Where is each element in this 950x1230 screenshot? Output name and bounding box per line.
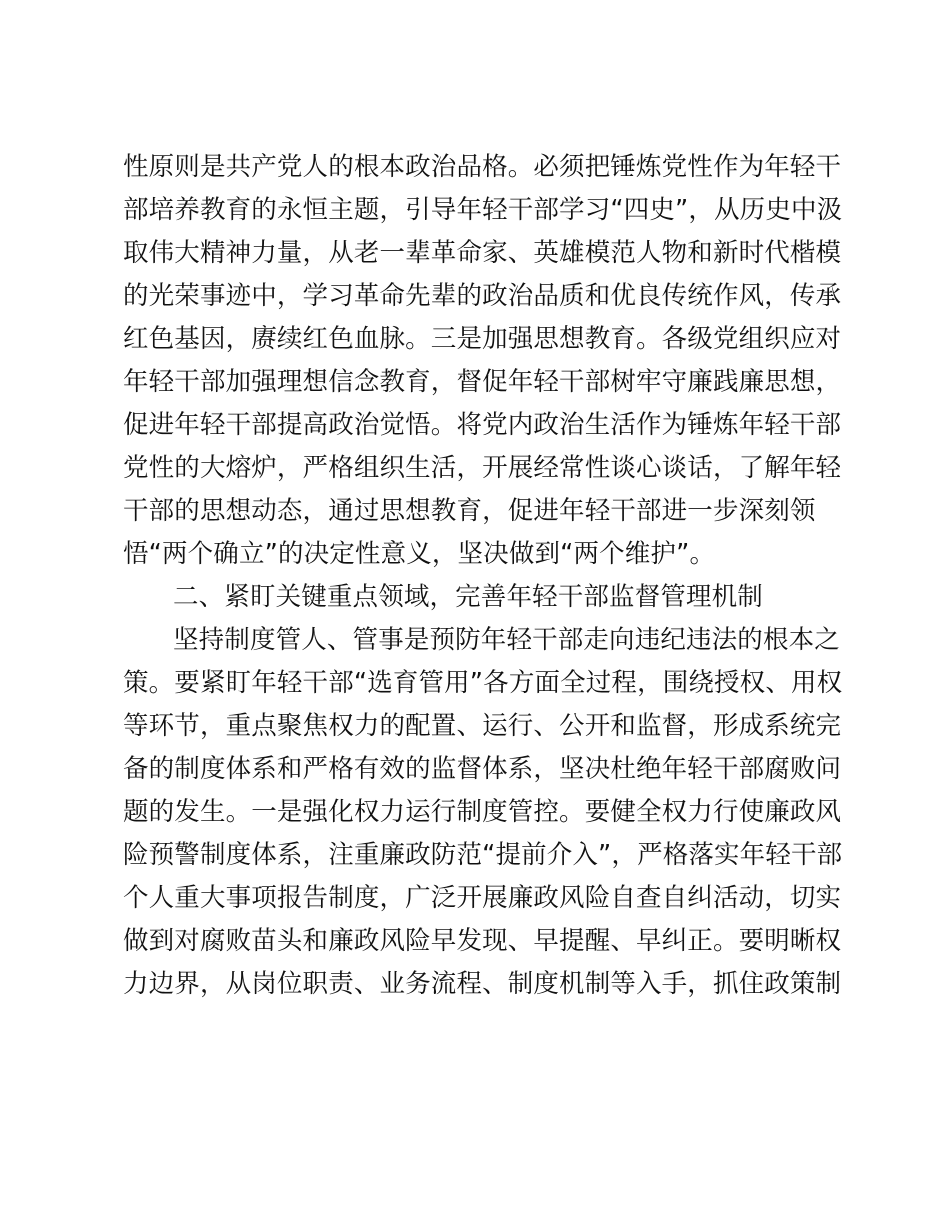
body-text-line: 干部的思想动态，通过思想教育，促进年轻干部进一步深刻领 bbox=[123, 496, 816, 526]
body-text-line: 力边界，从岗位职责、业务流程、制度机制等入手，抓住政策制 bbox=[123, 969, 842, 999]
body-text-line: 备的制度体系和严格有效的监督体系，坚决杜绝年轻干部腐败问 bbox=[123, 754, 842, 784]
body-text-line: 党性的大熔炉，严格组织生活，开展经常性谈心谈话，了解年轻 bbox=[123, 453, 842, 483]
section-heading: 二、紧盯关键重点领域，完善年轻干部监督管理机制 bbox=[173, 582, 763, 612]
body-text-line: 红色基因，赓续红色血脉。三是加强思想教育。各级党组织应对 bbox=[123, 324, 842, 354]
body-text-line: 性原则是共产党人的根本政治品格。必须把锤炼党性作为年轻干 bbox=[123, 152, 842, 182]
body-text-line: 个人重大事项报告制度，广泛开展廉政风险自查自纠活动，切实 bbox=[123, 883, 842, 913]
body-text-line: 悟“两个确立”的决定性意义，坚决做到“两个维护”。 bbox=[123, 539, 716, 569]
body-text-line: 等环节，重点聚焦权力的配置、运行、公开和监督，形成系统完 bbox=[123, 711, 842, 741]
body-text-line: 的光荣事迹中，学习革命先辈的政治品质和优良传统作风，传承 bbox=[123, 281, 842, 311]
body-text-line: 题的发生。一是强化权力运行制度管控。要健全权力行使廉政风 bbox=[123, 797, 842, 827]
body-text-line: 年轻干部加强理想信念教育，督促年轻干部树牢守廉践廉思想， bbox=[123, 367, 842, 397]
body-text-line: 促进年轻干部提高政治觉悟。将党内政治生活作为锤炼年轻干部 bbox=[123, 410, 842, 440]
body-text-line: 取伟大精神力量，从老一辈革命家、英雄模范人物和新时代楷模 bbox=[123, 238, 842, 268]
body-text-line: 部培养教育的永恒主题，引导年轻干部学习“四史”，从历史中汲 bbox=[123, 195, 843, 225]
body-text-line: 险预警制度体系，注重廉政防范“提前介入”，严格落实年轻干部 bbox=[123, 840, 843, 870]
body-text-line: 做到对腐败苗头和廉政风险早发现、早提醒、早纠正。要明晰权 bbox=[123, 926, 842, 956]
paragraph-first-line: 坚持制度管人、管事是预防年轻干部走向违纪违法的根本之 bbox=[173, 625, 840, 655]
body-text-line: 策。要紧盯年轻干部“选育管用”各方面全过程，围绕授权、用权 bbox=[123, 668, 843, 698]
